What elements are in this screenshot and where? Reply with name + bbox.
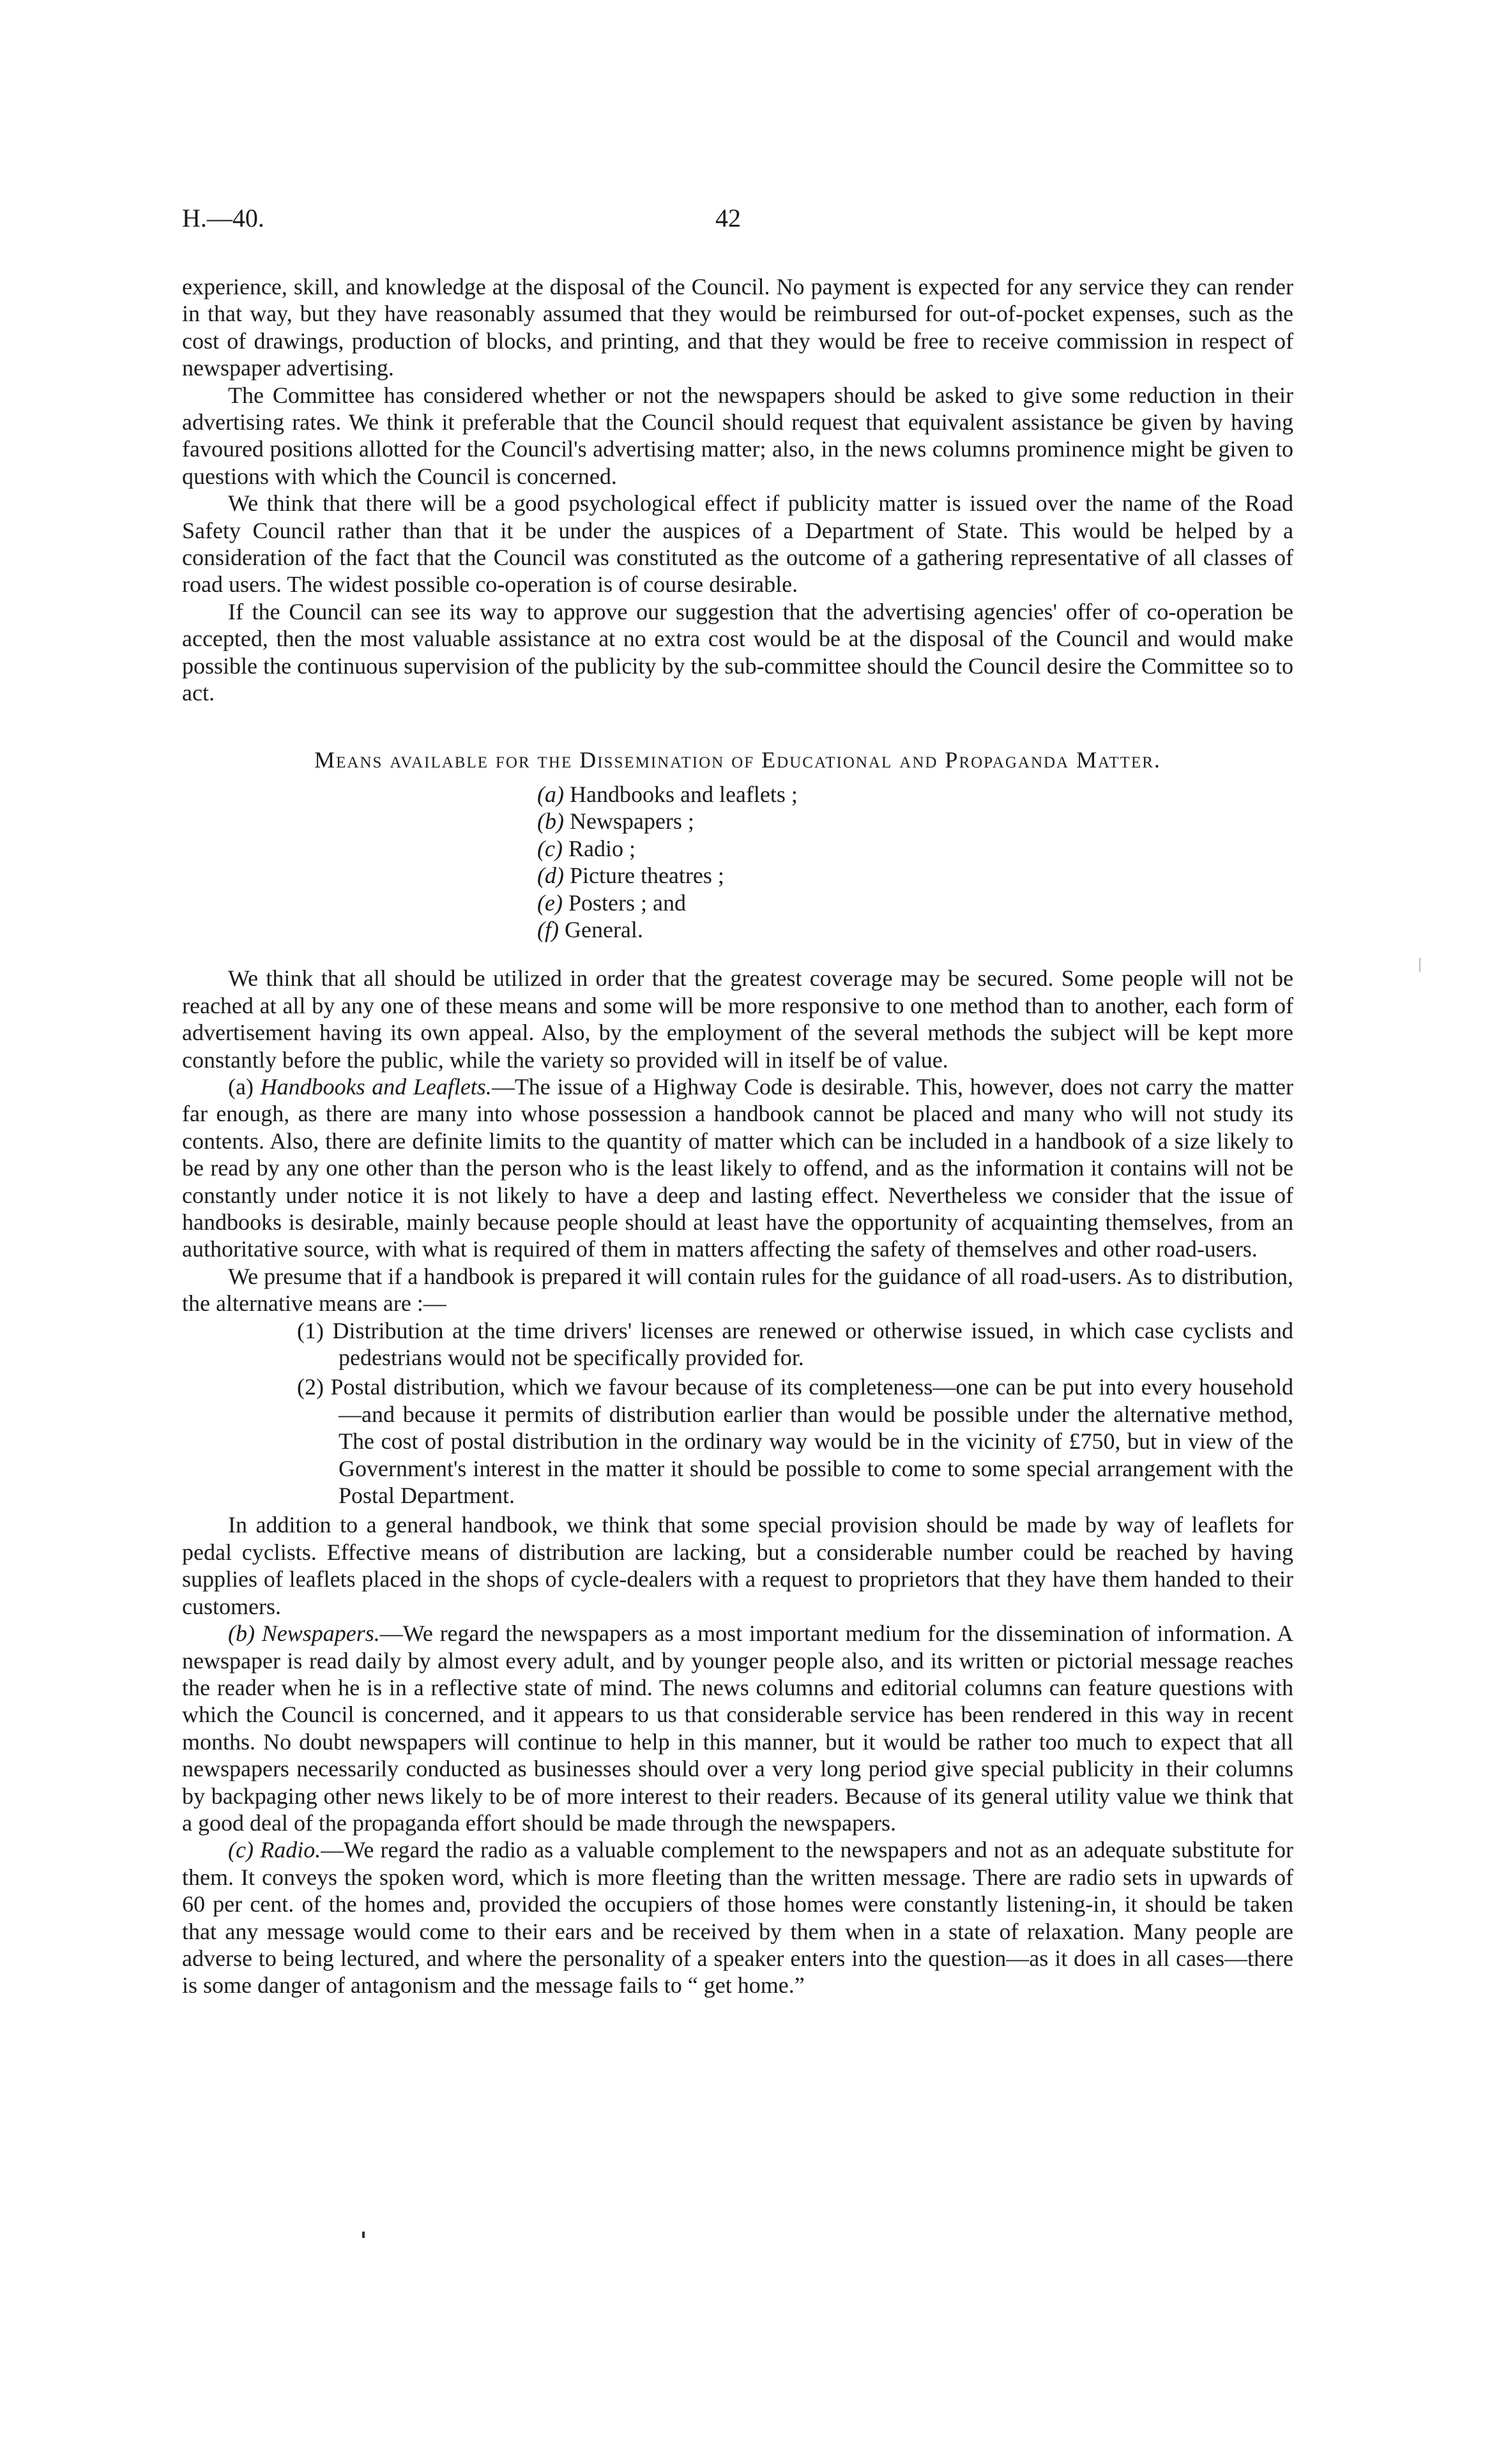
means-item-label: (d)	[537, 863, 564, 889]
paragraph-leaflets-cyclists: In addition to a general handbook, we think that some special provision should be made by way of leaflets for pedal cyclists. Effective means of distribution are lacking, but a considerable number could be reached by having supplies of leaflets placed in the shops of cycle-dealers with a request to proprietors that they have them handed to their customers.	[182, 1512, 1293, 1619]
distribution-item-label: (2)	[297, 1374, 324, 1400]
section-text: —We regard the radio as a valuable complement to the newspapers and not as an adequate substitute for them. It conveys the spoken word, which is more fleeting than the written message. There are radio sets in upwards of 60 per cent. of the homes and, provided the occupiers of those homes were constantly listening-in, it should be taken that any message would come to their ears and be received by them when in a state of relaxation. Many people are adverse to being lectured, and where the personality of a speaker enters into the question—as it does in all cases—there is some danger of antagonism and the message fails to “ get home.”	[182, 1837, 1294, 1999]
means-item-label: (f)	[537, 916, 559, 942]
distribution-item-label: (1)	[297, 1317, 324, 1343]
means-item-label: (e)	[537, 889, 563, 916]
means-item	[537, 862, 1293, 889]
paragraph-utilize-all: We think that all should be utilized in order that the greatest coverage may be secured. Some people will not be reached at all by any one of these means and some will be more responsive to one method than to another, each form of advertisement having its own appeal. Also, by the employment of the several methods the subject will be kept more constantly before the public, while the variety so provided will in itself be of value.	[182, 965, 1293, 1073]
means-item-text: Newspapers ;	[569, 808, 694, 835]
ink-mark	[362, 2232, 365, 2238]
document-body	[182, 273, 1293, 1999]
page-header	[182, 203, 1293, 241]
distribution-item	[182, 1317, 1293, 1372]
scan-edge-mark	[1419, 958, 1420, 972]
section-heading: Means available for the Dissemination of Educational and Propaganda Matter.	[314, 746, 1161, 773]
means-item-label: (a)	[537, 781, 564, 807]
means-item-text: Radio ;	[568, 835, 636, 861]
paragraph-distribution-intro: We presume that if a handbook is prepared it will contain rules for the guidance of all road-users. As to distribution, the alternative means are :—	[182, 1263, 1293, 1317]
means-item	[537, 808, 1293, 835]
section-title: Radio.	[260, 1837, 321, 1863]
document-reference: H.—40.	[182, 204, 264, 232]
paragraph-radio	[182, 1836, 1293, 1999]
paragraph-psychological-effect: We think that there will be a good psychological effect if publicity matter is issued over the name of the Road Safety Council rather than that it be under the auspices of a Department of State. This would be helped by a consideration of the fact that the Council was constituted as the outcome of a gathering representative of all classes of road users. The widest possible co-operation is of course desirable.	[182, 490, 1293, 598]
means-item	[537, 835, 1293, 862]
section-label: (a)	[228, 1073, 254, 1100]
section-title: Newspapers.	[261, 1621, 380, 1647]
section-text: —We regard the newspapers as a most important medium for the dissemination of information. A newspaper is read daily by almost every adult, and by younger people also, and its written or pictorial message reaches the reader when he is in a reflective state of mind. The news columns and editorial columns can feature questions with which the Council is concerned, and it appears to us that considerable service has been rendered in this way in recent months. No doubt newspapers will continue to help in this manner, but it would be rather too much to expect that all newspapers necessarily conducted as businesses should over a very long period give special publicity in their columns by backpaging other news likely to be of more interest to their readers. Because of its general utility value we think that a good deal of the propaganda effort should be made through the newspapers.	[182, 1621, 1293, 1836]
paragraph-handbooks	[182, 1073, 1293, 1263]
section-text: —The issue of a Highway Code is desirable. This, however, does not carry the matter far enough, as there are many into whose possession a handbook cannot be placed and many who will not study its contents. Also, there are definite limits to the quantity of matter which can be included in a handbook of a size likely to be read by any one other than the person who is the least likely to offend, and as the information it contains will not be constantly under notice it is not likely to have a deep and lasting effect. Nevertheless we consider that the issue of handbooks is desirable, mainly because people should at least have the opportunity of acquainting themselves, from an authoritative source, with what is required of them in matters affecting the safety of themselves and other road-users.	[182, 1073, 1294, 1262]
paragraph-newspapers	[182, 1620, 1293, 1836]
distribution-item	[182, 1373, 1293, 1509]
paragraph-council-approval: If the Council can see its way to approve our suggestion that the advertising agencies' offer of co-operation be accepted, then the most valuable assistance at no extra cost would be at the disposal of the Council and would make possible the continuous supervision of the publicity by the sub-committee should the Council desire the Committee so to act.	[182, 598, 1293, 706]
means-item-text: Picture theatres ;	[569, 863, 724, 889]
paragraph-advertising-rates: The Committee has considered whether or not the newspapers should be asked to give some reduction in their advertising rates. We think it preferable that the Council should request that equivalent assistance be given by having favoured positions allotted for the Council's advertising matter; also, in the news columns prominence might be given to questions with which the Council is concerned.	[182, 382, 1293, 489]
section-title: Handbooks and Leaflets.	[260, 1073, 492, 1100]
section-label: (c)	[228, 1837, 254, 1863]
means-item	[537, 916, 1293, 943]
distribution-item-text: Postal distribution, which we favour because of its completeness—one can be put into every household—and because it permits of distribution earlier than would be possible under the alternative method, The cost of postal distribution in the ordinary way would be in the vicinity of £750, but in view of the Government's interest in the matter it should be possible to come to some special arrangement with the Postal Department.	[330, 1374, 1294, 1509]
page-number: 42	[715, 204, 741, 232]
means-item-label: (c)	[537, 835, 563, 861]
means-item-label: (b)	[537, 808, 564, 835]
distribution-list	[182, 1317, 1293, 1509]
paragraph-continued: experience, skill, and knowledge at the disposal of the Council. No payment is expected for any service they can render in that way, but they have reasonably assumed that they would be reimbursed for out-of-pocket expenses, such as the cost of drawings, production of blocks, and printing, and that they would be free to receive commission in respect of newspaper advertising.	[182, 274, 1293, 381]
means-item-text: Posters ; and	[568, 889, 686, 916]
means-item	[537, 889, 1293, 916]
means-item	[537, 781, 1293, 808]
means-list	[182, 781, 1293, 943]
section-label: (b)	[228, 1621, 255, 1647]
means-item-text: Handbooks and leaflets ;	[569, 781, 798, 807]
distribution-item-text: Distribution at the time drivers' licenses are renewed or otherwise issued, in which case cyclists and pedestrians would not be specifically provided for.	[332, 1317, 1294, 1371]
means-item-text: General.	[564, 916, 643, 942]
